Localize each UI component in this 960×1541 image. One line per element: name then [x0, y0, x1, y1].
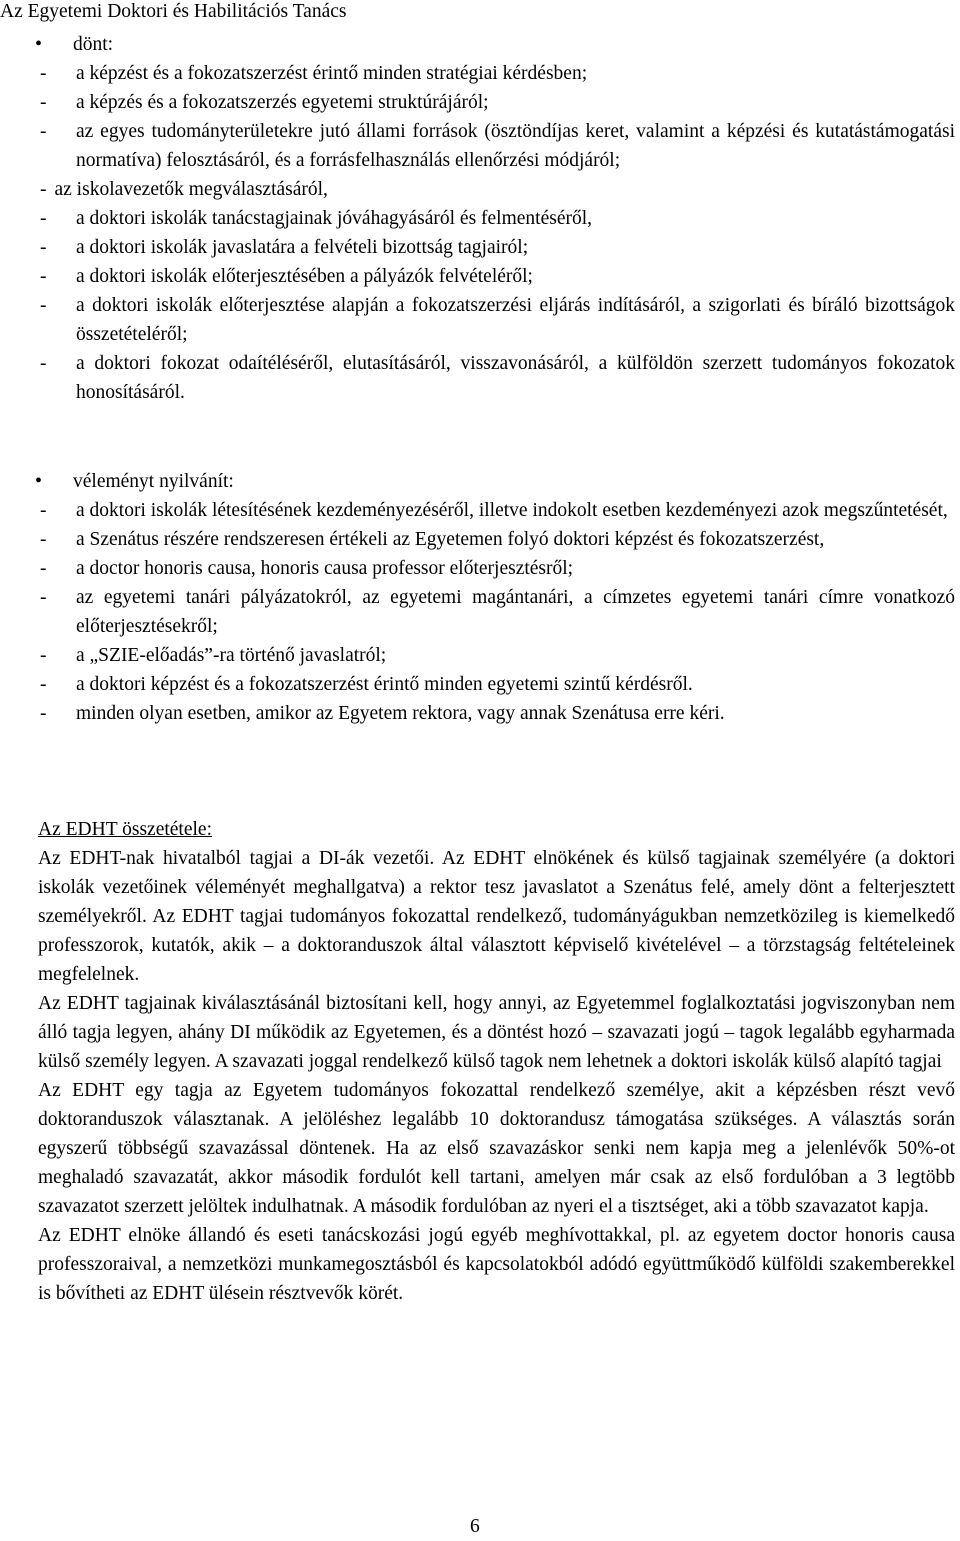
dash-marker: - — [40, 208, 47, 229]
dash-marker: - — [40, 121, 47, 142]
decides-bullet — [35, 30, 113, 59]
dash-marker: - — [40, 645, 47, 666]
dash-marker: - — [40, 587, 47, 608]
opinion-bullet — [35, 467, 234, 496]
list-item: - a doktori fokozat odaítéléséről, elutasításáról, visszavonásáról, a külföldön szerzett tudományos fokozatok honosításáról. — [40, 349, 955, 407]
dash-marker: - — [40, 266, 47, 287]
dash-marker: - — [40, 558, 47, 579]
list-item: - az egyes tudományterületekre jutó állami források (ösztöndíjas keret, valamint a képzési és kutatástámogatási normatíva) felosztásáról, és a forrásfelhasználás ellenőrzési módjáról; — [40, 117, 955, 175]
list-item: - a doktori iskolák javaslatára a felvételi bizottság tagjairól; — [40, 233, 955, 262]
list-item: - a doctor honoris causa, honoris causa professor előterjesztésről; — [40, 554, 955, 583]
dash-marker: - — [40, 179, 47, 200]
section-heading: Az Egyetemi Doktori és Habilitációs Tanács — [0, 1, 347, 22]
list-item: - az iskolavezetők megválasztásáról, — [40, 179, 328, 200]
dash-marker: - — [40, 703, 47, 724]
decides-list — [40, 59, 955, 407]
opinion-label: véleményt nyilvánít: — [73, 471, 234, 492]
list-item: - a doktori képzést és a fokozatszerzést érintő minden egyetemi szintű kérdésről. — [40, 670, 955, 699]
bullet-icon: • — [35, 33, 43, 55]
dash-marker: - — [40, 92, 47, 113]
list-item: - minden olyan esetben, amikor az Egyetem rektora, vagy annak Szenátusa erre kéri. — [40, 699, 955, 728]
list-item: - a doktori iskolák előterjesztésében a pályázók felvételéről; — [40, 262, 955, 291]
decides-label: dönt: — [73, 34, 114, 55]
list-item: - a képzést és a fokozatszerzést érintő minden stratégiai kérdésben; — [40, 59, 955, 88]
bullet-icon: • — [35, 470, 43, 492]
opinion-list — [40, 496, 955, 728]
dash-marker: - — [40, 237, 47, 258]
paragraph: Az EDHT egy tagja az Egyetem tudományos fokozattal rendelkező személye, akit a képzésben részt vevő doktoranduszok választanak. A jelöléshez legalább 10 doktorandusz támogatása szükséges. A választás során egyszerű többségű szavazással döntenek. Ha az első szavazáskor senki nem kapja meg a jelenlévők 50%-ot meghaladó szavazatát, akkor második fordulót kell tartani, amelyen már csak az első fordulóban a 3 legtöbb szavazatot szerzett jelöltek indulhatnak. A második fordulóban az nyeri el a tisztséget, aki a több szavazatot kapja. — [38, 1080, 955, 1217]
list-item: - a „SZIE-előadás”-ra történő javaslatról; — [40, 641, 955, 670]
list-item: - a képzés és a fokozatszerzés egyetemi struktúrájáról; — [40, 88, 955, 117]
list-item: - a Szenátus részére rendszeresen értékeli az Egyetemen folyó doktori képzést és fokozatszerzést, — [40, 525, 955, 554]
paragraph: Az EDHT-nak hivatalból tagjai a DI-ák vezetői. Az EDHT elnökének és külső tagjainak személyére (a doktori iskolák vezetőinek véleményét meghallgatva) a rektor tesz javaslatot a Szenátus felé, amely dönt a felterjesztett személyekről. Az EDHT tagjai tudományos fokozattal rendelkező, tudományágukban nemzetközileg is kiemelkedő professzorok, kutatók, akik – a doktoranduszok által választott képviselő kivételével – a törzstagság feltételeinek megfelelnek. — [38, 848, 955, 985]
dash-marker: - — [40, 500, 47, 521]
paragraph: Az EDHT tagjainak kiválasztásánál biztosítani kell, hogy annyi, az Egyetemmel foglalkoztatási jogviszonyban nem álló tagja legyen, ahány DI működik az Egyetemen, és a döntést hozó – szavazati jogú – tagok legalább egyharmada külső személy legyen. A szavazati joggal rendelkező külső tagok nem lehetnek a doktori iskolák külső alapító tagjai — [38, 993, 955, 1072]
list-item: - az egyetemi tanári pályázatokról, az egyetemi magántanári, a címzetes egyetemi tanári címre vonatkozó előterjesztésekről; — [40, 583, 955, 641]
dash-marker: - — [40, 353, 47, 374]
dash-marker: - — [40, 63, 47, 84]
dash-marker: - — [40, 295, 47, 316]
list-item: - a doktori iskolák létesítésének kezdeményezéséről, illetve indokolt esetben kezdeményezi azok megszűntetését, — [40, 496, 955, 525]
paragraph: Az EDHT elnöke állandó és eseti tanácskozási jogú egyéb meghívottakkal, pl. az egyetem doctor honoris causa professzoraival, a nemzetközi munkamegosztásból és kapcsolatokból adódó együttműködő külföldi szakemberekkel is bővítheti az EDHT ülésein résztvevők körét. — [38, 1225, 955, 1304]
list-item: - a doktori iskolák előterjesztése alapján a fokozatszerzési eljárás indításáról, a szigorlati és bíráló bizottságok összetételéről; — [40, 291, 955, 349]
dash-marker: - — [40, 674, 47, 695]
dash-marker: - — [40, 529, 47, 550]
page-number: 6 — [470, 1516, 480, 1537]
composition-title: Az EDHT összetétele: — [38, 819, 212, 840]
list-item: - a doktori iskolák tanácstagjainak jóváhagyásáról és felmentéséről, — [40, 204, 955, 233]
composition-body — [38, 844, 955, 1308]
